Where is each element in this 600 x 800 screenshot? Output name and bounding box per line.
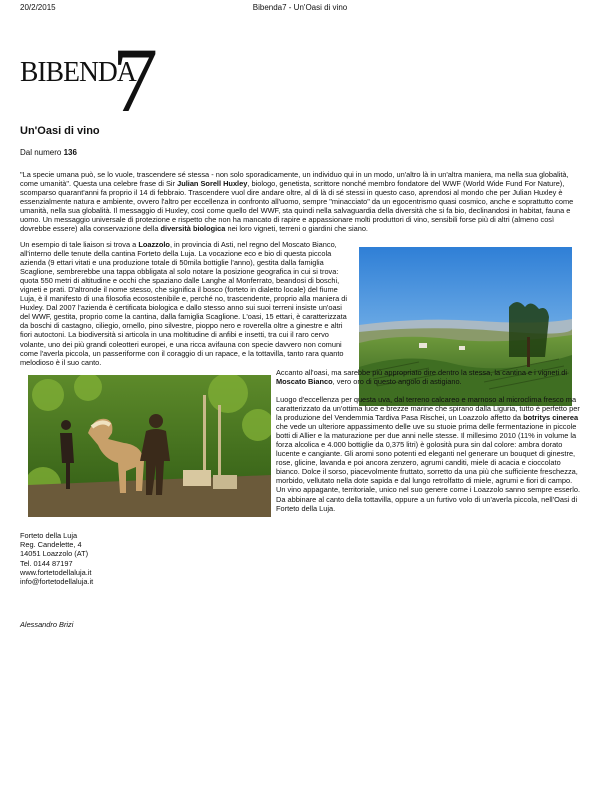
text-run: , vero oro di questo angolo di astigiano. [332,377,462,387]
winery-city: 14051 Loazzolo (AT) [20,549,89,559]
text-run: nei loro vigneti, terreni o giardini che siano. [225,224,368,234]
text-run: , biologo, genetista, scrittore nonché membro fondatore del WWF (World Wide Fund For Nature), scomparso quarant'anni fa proprio il 14 di febbraio. Trascendere vuol dire andare oltre, al di là di sé stessi in questo caso, aprendosi al mondo che per Julian Huxley è essenzialmente natura e ambiente, ovvero l'altro per eccellenza in confronto all'uomo, sempre "minacciato" da un egocentrismo quasi cosmico, anche e soprattutto come umanità, nella sua globalità. Il messaggio di Huxley, così come quello del WWF, sta quindi nella salvaguardia della diversità che si fa bio, declinandosi in habitat, fauna e uomo. Un messaggio universale di protezione e rispetto che non ha mancato di rapire e appassionare molti produttori di vino, sensibili forse più di altri (almeno così dovrebbe essere) alla conservazione della [20,179,574,234]
bold-run: diversità biologica [160,224,226,234]
bold-run: botritys cinerea [523,413,579,423]
loazzolo-paragraph [20,240,350,367]
issue-prefix: Dal numero [20,148,62,157]
print-date: 20/2/2015 [20,3,56,12]
horse-illustration [28,375,271,517]
article-title: Un'Oasi di vino [20,125,100,137]
logo-word: BIBENDA [20,56,136,88]
logo-number: 7 [112,29,158,131]
print-header [0,3,600,15]
text-run: Accanto all'oasi, ma sarebbe più appropriato dire dentro la stessa, la cantina e i vigneti di [276,368,568,377]
article-author: Alessandro Brizi [20,620,74,629]
issue-number: 136 [63,148,77,157]
text-run: che vede un ulteriore appassimento delle uve su stuoie prima delle fermentazione in piccole botti di Allier e la maturazione per due anni nelle stesse. Il millesimo 2010 (11% in volume la forza alcolica e 4.000 bottiglie da 0,375 litri) è golosità pura sin dal colore: ambra dorato lucente e cangiante. Gli aromi sono potenti ed eleganti nel generare un bouquet di ginestre, rose, glicine, lavanda e poi ancora zenzero, agrumi canditi, miele di acacia e cioccolato bianco. Dolce il sorso, piacevolmente fruttato, sorretto da una più che sufficiente freschezza, morbido, vellutato nella dote sapida e dal lungo retrolfatto di miele, agrumi e fiori di campo. Un vino appagante, territoriale, unico nel suo genere come i Loazzolo sanno sempre esserlo. Da abbinare al canto della tottavilla, oppure a un furtivo volo di un'averla piccola, nell'Oasi di Forteto della Luja. [276,422,581,513]
bold-run: Julian Sorell Huxley [177,179,248,189]
issue-line [20,148,77,157]
winery-email-link[interactable]: info@fortetodellaluja.it [20,577,94,587]
winery-address: Reg. Candelette, 4 [20,540,82,550]
winery-website-link[interactable]: www.fortetodellaluja.it [20,567,92,577]
bold-run: Loazzolo [138,240,170,249]
horse-plowing-photo [28,375,271,517]
winery-name: Forteto della Luja [20,531,78,540]
wine-paragraph [276,395,581,513]
winery-phone: Tel. 0144 87197 [20,558,73,568]
intro-paragraph [20,170,580,233]
text-run: Luogo d'eccellenza per questa uva, dal terreno calcareo e marnoso al microclima fresco ma caratterizzato da un'ottima luce e brezze marine che spirano dalla Liguria, tutto è perfetto per la produzione del Vendemmia Tardiva Pasa Rischei, un Loazzolo affetto da [276,395,580,423]
text-run: Un esempio di tale liaison si trova a [20,240,139,249]
text-run: , in provincia di Asti, nel regno del Moscato Bianco, all'interno delle tenute della cantina Forteto della Luja. La vocazione eco e bio di questa piccola azienda (9 ettari vitati e una produzione totale di 50mila bottiglie l'anno), gestita dalla famiglia Scaglione, sembrerebbe una tappa obbligata al solo notare la posizione geografica in cui si trova: quota 550 metri di altitudine e occhi che spaziano dalle Langhe al Monferrato, beandosi di boschi, vigneti e prati. D'altronde il nome stesso, che significa il bosco (forteto in dialetto locale) del fiume Luja, è il manifesto di una filosofia ecosostenibile e, perché no, trascendente, proprio alla maniera di Huxley. Dal 2007 l'azienda è certificata biologica e dallo stesso anno sui suoi terreni insiste un'oasi del WWF, gestita, proprio come la cantina, dalla famiglia Scaglione. L'oasi, 15 ettari, è caratterizzata da boschi di castagno, ciliegio, ornello, pino silvestre, pioppo nero e roverella oltre a ginestre e altri fiori autoctoni. La biodiversità si articola in una moltitudine di anfibi e insetti, tra cui il raro cervo volante, uno dei più grandi coleotteri europei, e una ricca avifauna con specie davvero non comuni come l'averla piccola, un passeriforme con il coraggio di un rapace, e la tottavilla, tanto rara quanto melodioso è il suo canto. [20,240,348,367]
oasis-paragraph [276,368,581,386]
winery-contact [20,531,93,586]
bold-run: Moscato Bianco [276,377,333,387]
text-run: "La specie umana può, se lo vuole, trascendere sé stessa - non solo sporadicamente, un individuo qui in un modo, un'altro là in un'altra maniera, ma nella sua globalità, come umanità". Questa una celebre frase di Sir [20,170,569,189]
print-page-title: Bibenda7 - Un'Oasi di vino [252,3,348,12]
